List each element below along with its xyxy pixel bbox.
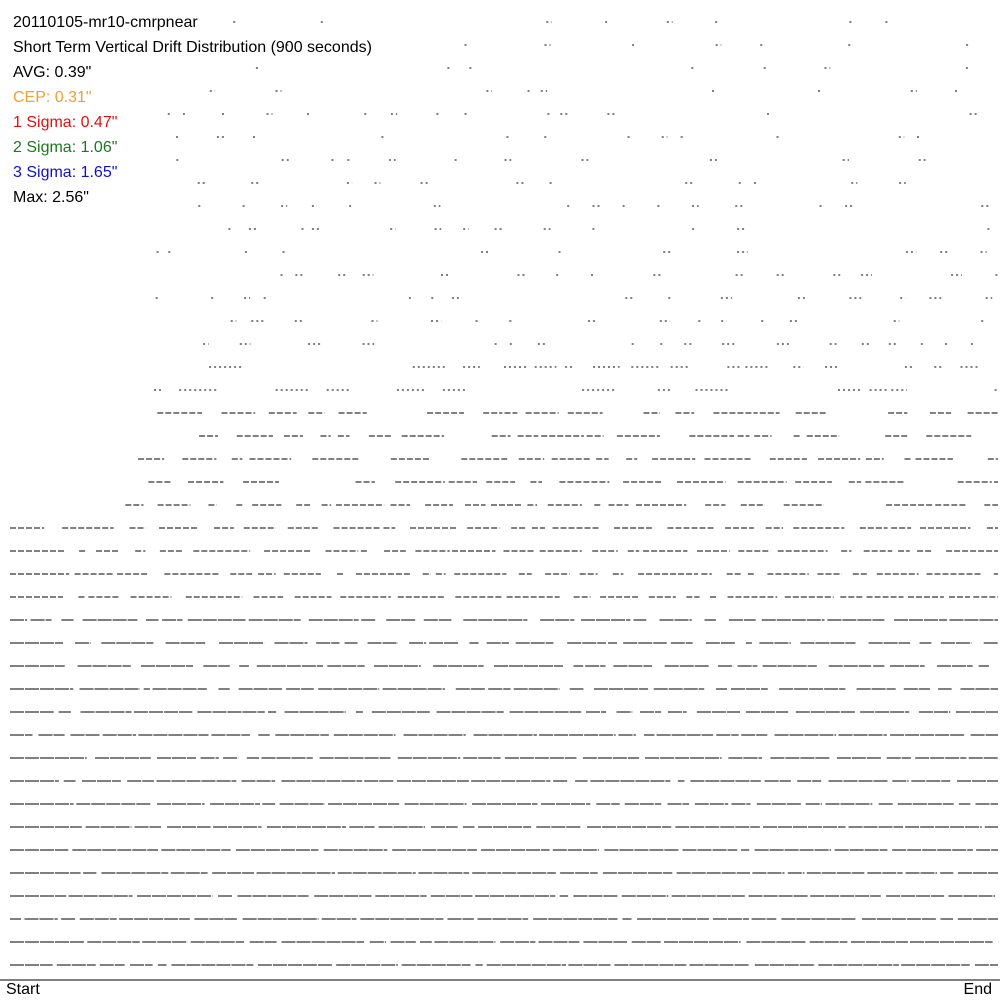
stat-lines [13,60,372,210]
stat-line: CEP: 0.31" [13,89,92,106]
x-start-label: Start [6,981,40,998]
stat-line: 1 Sigma: 0.47" [13,114,118,131]
stats-panel [13,10,372,210]
stat-line: 2 Sigma: 1.06" [13,139,118,156]
stat-line: Max: 2.56" [13,189,89,206]
stat-line: 3 Sigma: 1.65" [13,164,118,181]
x-end-label: End [963,981,992,998]
chart-subtitle: Short Term Vertical Drift Distribution (900 seconds) [13,39,372,56]
stat-line: AVG: 0.39" [13,64,92,81]
chart-title: 20110105-mr10-cmrpnear [13,14,198,31]
